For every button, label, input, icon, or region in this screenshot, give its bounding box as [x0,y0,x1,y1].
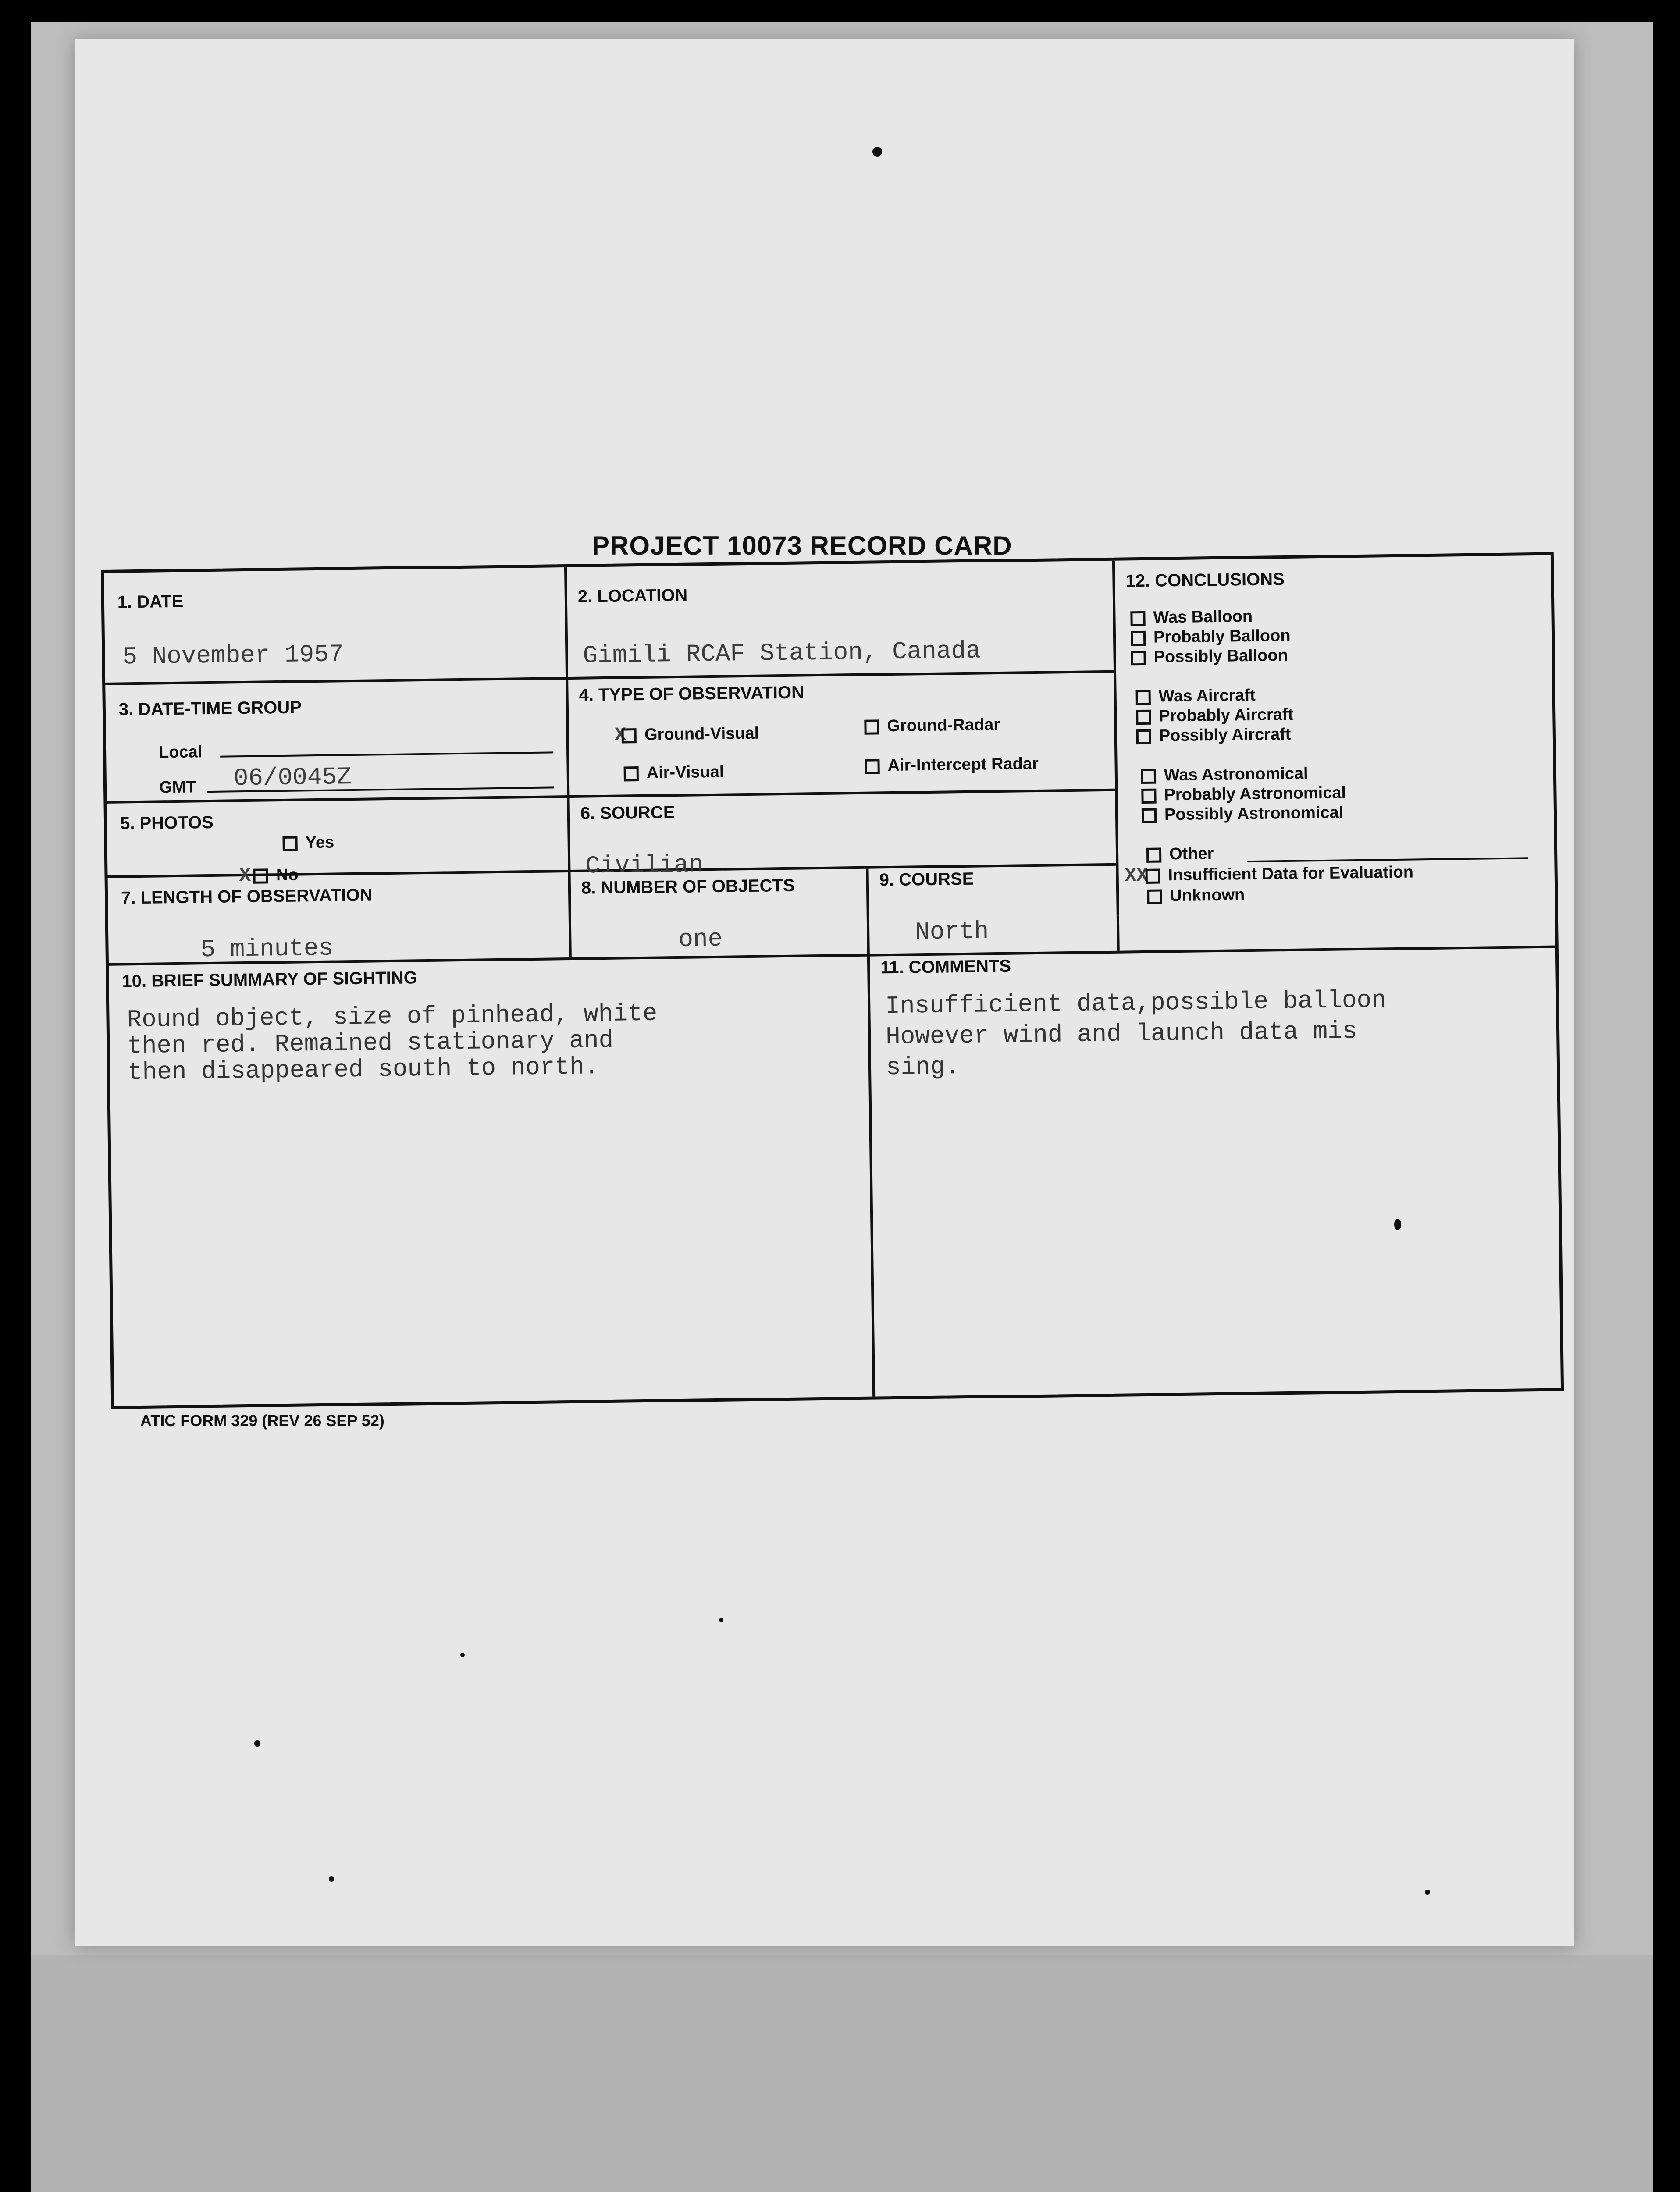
type-air-visual: Air-Visual [623,763,724,783]
conclusion-unknown: Unknown [1147,886,1245,906]
summary-line: then disappeared south to north. [127,1053,599,1087]
scan-speck [254,1740,260,1747]
summary-text [127,996,658,1090]
possibly-astronomical-checkbox [1142,808,1157,823]
photos-yes-checkbox [282,836,297,851]
scan-speck [460,1653,465,1657]
air-visual-checkbox [624,766,639,781]
conclusion-insufficient-data: XX Insufficient Data for Evaluation [1125,863,1414,887]
conclusion-other: Other [1146,844,1214,864]
source-value: Civilian [585,850,704,880]
ground-visual-checkbox [622,728,637,743]
other-checkbox [1146,847,1161,862]
dtg-local-line [220,751,553,757]
photos-label: 5. PHOTOS [120,812,214,833]
photos-yes: Yes [282,833,334,853]
dtg-local-label: Local [158,743,203,762]
scan-speck [1425,1890,1430,1895]
ground-radar-checkbox [864,719,879,734]
type-air-intercept-radar: Air-Intercept Radar [865,754,1039,776]
conclusion-possibly-astronomical: Possibly Astronomical [1142,803,1344,825]
conclusion-possibly-aircraft: Possibly Aircraft [1136,725,1291,746]
insufficient-data-checkbox [1145,868,1160,883]
summary-line: Round object, size of pinhead, white [127,999,658,1034]
insufficient-data-mark: XX [1125,865,1148,887]
course-value: North [915,917,989,947]
divider-conclusions-lower [1117,916,1120,951]
conclusions-label: 12. CONCLUSIONS [1125,569,1285,591]
was-balloon-checkbox [1130,611,1145,626]
form-footer: ATIC FORM 329 (REV 26 SEP 52) [140,1412,384,1430]
divider-col1-lower [569,922,572,957]
location-label: 2. LOCATION [577,585,688,606]
conclusion-was-astronomical: Was Astronomical [1141,764,1308,785]
possibly-balloon-checkbox [1131,651,1146,665]
dtg-label: 3. DATE-TIME GROUP [118,697,302,719]
dtg-gmt-value: 06/0045Z [233,763,352,793]
conclusion-was-balloon: Was Balloon [1130,607,1253,627]
scan-speck [329,1876,334,1882]
length-label: 7. LENGTH OF OBSERVATION [121,885,373,908]
type-ground-radar: Ground-Radar [864,715,1000,736]
scan-speck [872,147,882,157]
scan-speck [1394,1219,1401,1230]
divider-objects-course [866,866,869,954]
divider-col1 [564,567,571,922]
type-ground-visual: X Ground-Visual [614,724,759,747]
conclusion-was-aircraft: Was Aircraft [1135,686,1256,706]
record-card [101,552,1564,1409]
was-aircraft-checkbox [1136,690,1151,705]
conclusion-probably-astronomical: Probably Astronomical [1141,783,1346,805]
conclusion-probably-aircraft: Probably Aircraft [1136,705,1293,726]
was-astronomical-checkbox [1141,769,1156,784]
date-value: 5 November 1957 [122,640,344,671]
date-label: 1. DATE [117,591,184,612]
comments-line: Insufficient data,possible balloon [885,986,1387,1021]
card-title: PROJECT 10073 RECORD CARD [592,531,1012,560]
dtg-gmt-label: GMT [159,778,196,797]
comments-line: sing. [886,1053,960,1082]
photos-no: X No [239,865,299,887]
possibly-aircraft-checkbox [1136,729,1151,744]
divider-location [566,670,1114,680]
conclusion-possibly-balloon: Possibly Balloon [1131,646,1288,667]
scan-speck [719,1618,723,1622]
divider-summary-comments [867,954,875,1397]
course-label: 9. COURSE [879,869,974,890]
probably-aircraft-checkbox [1136,710,1151,725]
source-label: 6. SOURCE [580,803,675,823]
summary-label: 10. BRIEF SUMMARY OF SIGHTING [122,968,418,991]
comments-text [885,982,1387,1085]
probably-balloon-checkbox [1131,631,1146,646]
photos-no-mark: X [239,865,251,887]
photos-no-checkbox [253,868,268,883]
objects-value: one [678,925,723,954]
summary-line: then red. Remained stationary and [127,1026,614,1060]
air-intercept-radar-checkbox [865,759,879,774]
divider-date [105,677,566,685]
probably-astronomical-checkbox [1141,789,1156,804]
divider-conclusions [1112,561,1119,916]
comments-label: 11. COMMENTS [880,956,1011,978]
type-label: 4. TYPE OF OBSERVATION [579,683,804,705]
type-ground-visual-mark: X [614,724,626,747]
conclusion-probably-balloon: Probably Balloon [1131,626,1291,647]
location-value: Gimili RCAF Station, Canada [583,637,981,670]
length-value: 5 minutes [200,934,334,964]
objects-label: 8. NUMBER OF OBJECTS [581,875,795,898]
comments-line: However wind and launch data mis [885,1017,1357,1051]
unknown-checkbox [1147,889,1162,904]
